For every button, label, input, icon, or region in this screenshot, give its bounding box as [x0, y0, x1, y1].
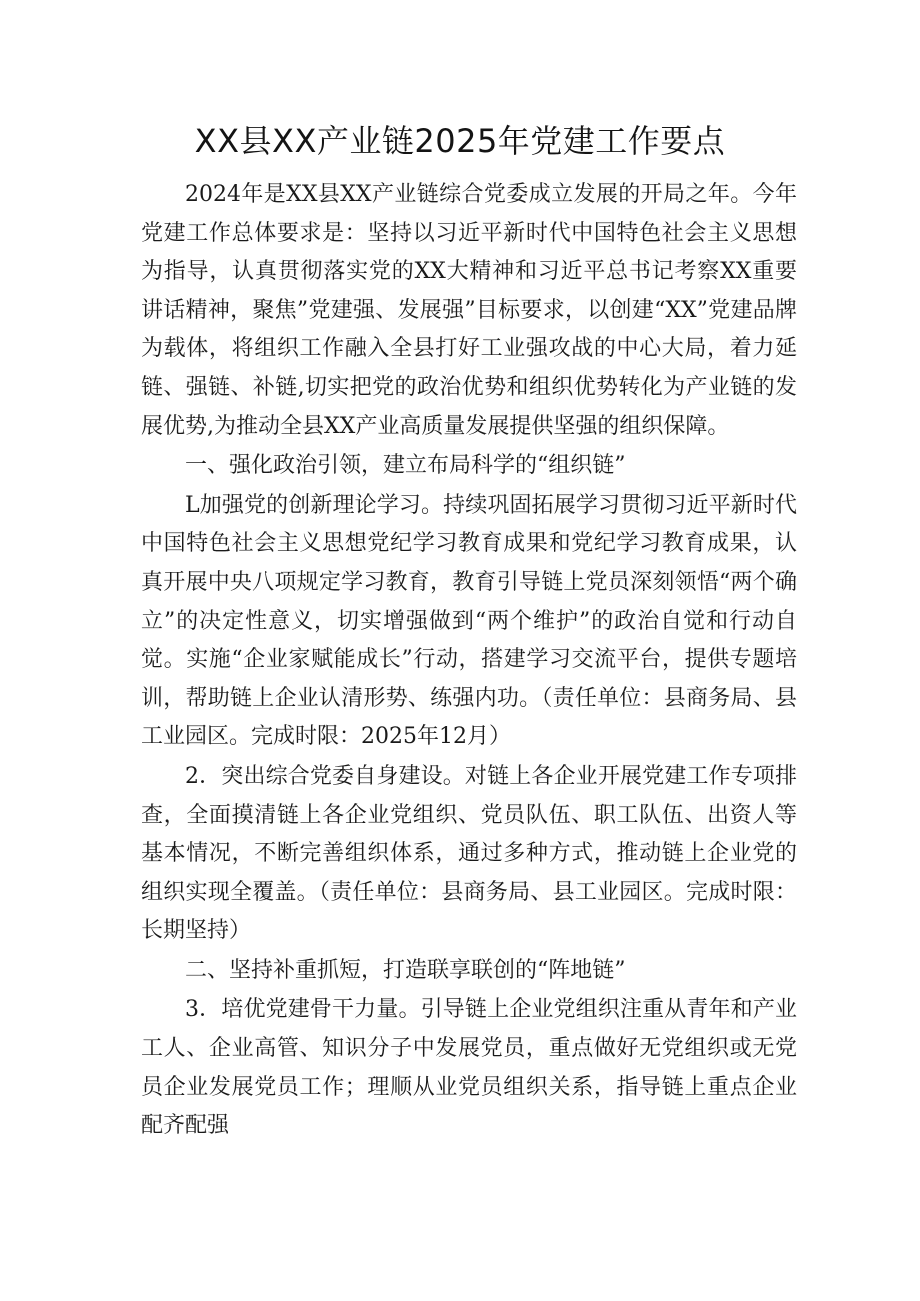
document-body [141, 176, 797, 1146]
section-heading-1: 一、强化政治引领，建立布局科学的“组织链” [185, 453, 626, 479]
intro-paragraph: 2024年是XX县XX产业链综合党委成立发展的开局之年。今年党建工作总体要求是：坚持以习近平新时代中国特色社会主义思想为指导，认真贯彻落实党的XX大精神和习近平总书记考察XX重要讲话精神，聚焦”党建强、发展强”目标要求，以创建“XX”党建品牌为载体，将组织工作融入全县打好工业强攻战的中心大局，着力延链、强链、补链,切实把党的政治优势和组织优势转化为产业链的发展优势,为推动全县XX产业高质量发展提供坚强的组织保障。 [141, 182, 797, 439]
document-title: XX县XX产业链2025年党建工作要点 [194, 122, 726, 160]
item-paragraph-1: L加强党的创新理论学习。持续巩固拓展学习贯彻习近平新时代中国特色社会主义思想党纪学习教育成果和党纪学习教育成果，认真开展中央八项规定学习教育，教育引导链上党员深刻领悟“两个确立”的决定性意义，切实增强做到“两个维护”的政治自觉和行动自觉。实施“企业家赋能成长”行动，搭建学习交流平台，提供专题培训，帮助链上企业认清形势、练强内功。（责任单位：县商务局、县工业园区。完成时限：2025年12月） [141, 492, 797, 750]
item-paragraph-3: 3．培优党建骨干力量。引导链上企业党组织注重从青年和产业工人、企业高管、知识分子中发展党员，重点做好无党组织或无党员企业发展党员工作；理顺从业党员组织关系，指导链上重点企业配齐配强 [141, 997, 797, 1139]
section-heading-2: 二、坚持补重抓短，打造联享联创的“阵地链” [185, 957, 626, 983]
item-paragraph-2: 2．突出综合党委自身建设。对链上各企业开展党建工作专项排查，全面摸清链上各企业党组织、党员队伍、职工队伍、出资人等基本情况，不断完善组织体系，通过多种方式，推动链上企业党的组织实现全覆盖。（责任单位：县商务局、县工业园区。完成时限：长期坚持） [141, 763, 797, 944]
